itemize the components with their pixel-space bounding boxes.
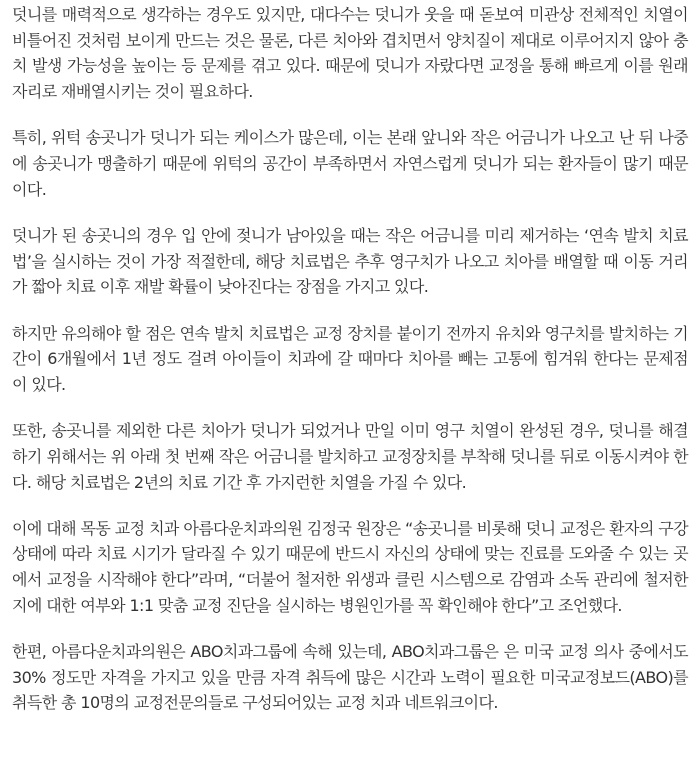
paragraph-upper-canine: 특히, 위턱 송곳니가 덧니가 되는 케이스가 많은데, 이는 본래 앞니와 작은 어금니가 나오고 난 뒤 나중에 송곳니가 맹출하기 때문에 위턱의 공간이 부족하면서 자연스럽게 덧니가 되는 환자들이 많기 때문이다. [12, 128, 688, 199]
paragraph-permanent-teeth: 또한, 송곳니를 제외한 다른 치아가 덧니가 되었거나 만일 이미 영구 치열이 완성된 경우, 덧니를 해결하기 위해서는 위 아래 첫 번째 작은 어금니를 발치하고 교정장치를 부착해 덧니를 뒤로 이동시켜야 한다. 해당 치료법은 2년의 치료 기간 후 가지런한 치열을 가질 수 있다. [12, 421, 688, 492]
paragraph-director-quote: 이에 대해 목동 교정 치과 아름다운치과의원 김정국 원장은 “송곳니를 비롯해 덧니 교정은 환자의 구강 상태에 따라 치료 시기가 달라질 수 있기 때문에 반드시 자신의 상태에 맞는 진료를 도와줄 수 있는 곳에서 교정을 시작해야 한다”라며, “더불어 철저한 위생과 클린 시스템으로 감염과 소독 관리에 철저한 지에 대한 여부와 1:1 맞춤 교정 진단을 실시하는 병원인가를 꼭 확인해야 한다”고 조언했다. [12, 518, 688, 615]
paragraph-clinic-info: 한편, 아름다운치과의원은 ABO치과그룹에 속해 있는데, ABO치과그룹은 은 미국 교정 의사 중에서도 30% 정도만 자격을 가지고 있을 만큼 자격 취득에 많은 시간과 노력이 필요한 미국교정보드(ABO)를 취득한 총 10명의 교정전문의들로 구성되어있는 교정 치과 네트워크이다. [12, 642, 688, 713]
article-body [12, 0, 688, 737]
paragraph-serial-extraction: 덧니가 된 송곳니의 경우 입 안에 젖니가 남아있을 때는 작은 어금니를 미리 제거하는 ‘연속 발치 치료법’을 실시하는 것이 가장 적절한데, 해당 치료법은 추후 영구치가 나오고 치아를 배열할 때 이동 거리가 짧아 치료 이후 재발 확률이 낮아진다는 장점을 가지고 있다. [12, 225, 688, 297]
paragraph-intro: 덧니를 매력적으로 생각하는 경우도 있지만, 대다수는 덧니가 웃을 때 돋보여 미관상 전체적인 치열이 비틀어진 것처럼 보이게 만드는 것은 물론, 다른 치아와 겹치면서 양치질이 제대로 이루어지지 않아 충치 발생 가능성을 높이는 등 문제를 겪고 있다. 때문에 덧니가 자랐다면 교정을 통해 빠르게 이를 원래 자리로 재배열시키는 것이 필요하다. [12, 5, 688, 102]
paragraph-caution: 하지만 유의해야 할 점은 연속 발치 치료법은 교정 장치를 붙이기 전까지 유치와 영구치를 발치하는 기간이 6개월에서 1년 정도 걸려 아이들이 치과에 갈 때마다 치아를 빼는 고통에 힘겨워 한다는 문제점이 있다. [12, 323, 688, 394]
